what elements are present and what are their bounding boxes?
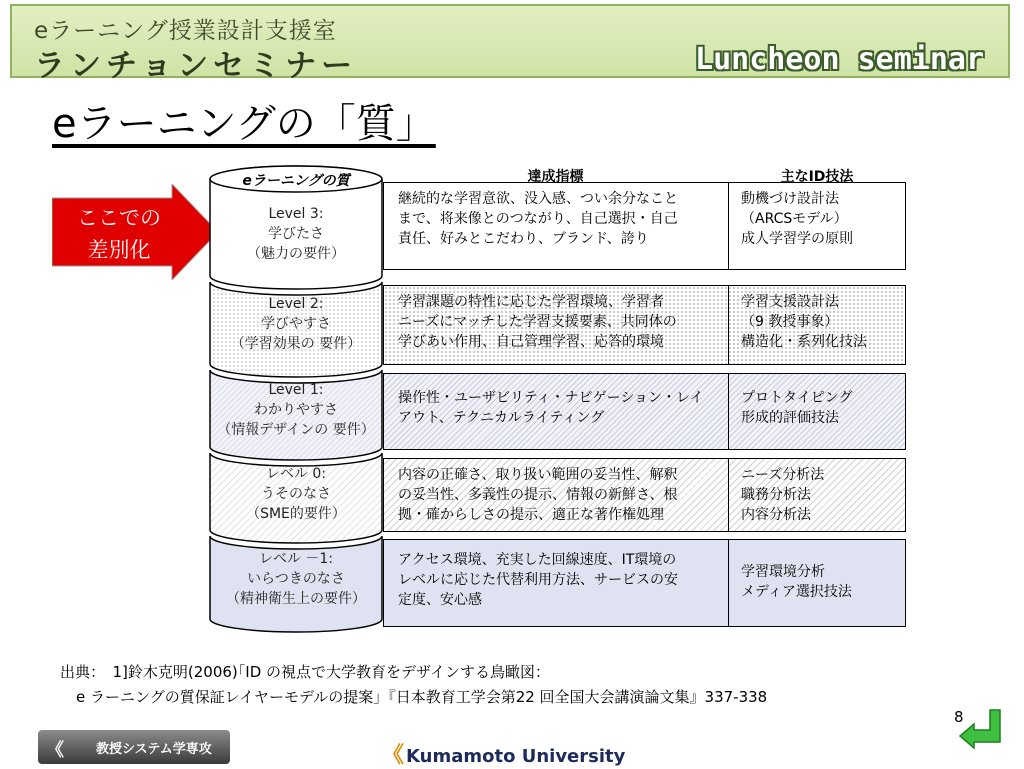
callout-text: ここでの 差別化 [77,206,161,262]
citation-line-2: e ラーニングの質保証レイヤーモデルの提案｣『日本教育工学会第22 回全国大会講演論文集』337-338 [76,688,768,706]
table-row-level2 [383,285,906,365]
citation-line-1: 出典： 1]鈴木克明(2006)｢ID の視点で大学教育をデザインする鳥瞰図： [60,663,550,681]
callout-arrow [52,184,220,280]
indicator-cell: 内容の正確さ、取り扱い範囲の妥当性、解釈 の妥当性、多義性の提示、情報の新鮮さ、根 拠・確からしさの提示、適正な著作権処理 [384,459,729,531]
method-cell: プロトタイピング 形成的評価技法 [741,390,853,426]
level-3-label: Level 3: 学びたさ （魅力の要件） [247,206,345,262]
slide-title: eラーニングの「質」 [52,101,436,147]
level-minus1-label: レベル －1: いらつきのなさ （精神衛生上の要件） [226,551,366,607]
quality-layer-stack [208,164,384,634]
method-cell: 動機づけ設計法 （ARCSモデル） 成人学習学の原則 [741,191,853,247]
chevron-left-icon: 《 [46,740,64,761]
banner-english-title: Luncheon seminar [695,42,984,77]
header-indicators: 達成指標 [527,169,584,185]
banner-office-name: eラーニング授業設計支援室 [34,18,337,44]
level-2-label: Level 2: 学びやすさ （学習効果の 要件） [230,296,362,352]
department-button[interactable] [38,730,230,764]
indicator-cell: 操作性・ユーザビリティ・ナビゲーション・レイ アウト、テクニカルライティング [384,374,729,449]
method-cell: 学習支援設計法 （9 教授事象） 構造化・系列化技法 [741,294,867,350]
table-row-level-minus1 [383,539,906,627]
university-logo: 《 Kumamoto University [382,743,626,768]
banner-seminar-title: ランチョンセミナー [34,48,358,84]
indicator-cell: アクセス環境、充実した回線速度、IT環境の レベルに応じた代替利用方法、サービスの安 定度、安心感 [384,540,729,626]
header-banner [10,4,1010,84]
page-number: 8 [954,708,964,726]
quality-stack-title: eラーニングの質 [242,173,350,189]
indicator-cell: 継続的な学習意欲、没入感、つい余分なこと まで、将来像とのつながり、自己選択・自己 責任、好みとこだわり、ブランド、誇り [384,183,729,269]
header-id-methods: 主なID技法 [780,169,854,185]
table-row-level3 [383,182,906,270]
indicator-cell: 学習課題の特性に応じた学習環境、学習者 ニーズにマッチした学習支援要素、共同体の 学びあい作用、自己管理学習、応答的環境 [384,286,729,364]
return-arrow-icon[interactable] [956,706,1006,750]
level-0-label: レベル 0: うそのなさ （SME的要件） [246,466,346,522]
table-row-level1 [383,373,906,450]
level-1-label: Level 1: わかりやすさ （情報デザインの 要件） [217,382,375,438]
citation [60,660,767,710]
department-label: 教授システム学専攻 [96,742,212,757]
table-row-level0 [383,458,906,532]
method-cell: 学習環境分析 メディア選択技法 [741,564,852,600]
logo-chevron-icon: 《 [382,743,405,768]
method-cell: ニーズ分析法 職務分析法 内容分析法 [741,467,825,523]
